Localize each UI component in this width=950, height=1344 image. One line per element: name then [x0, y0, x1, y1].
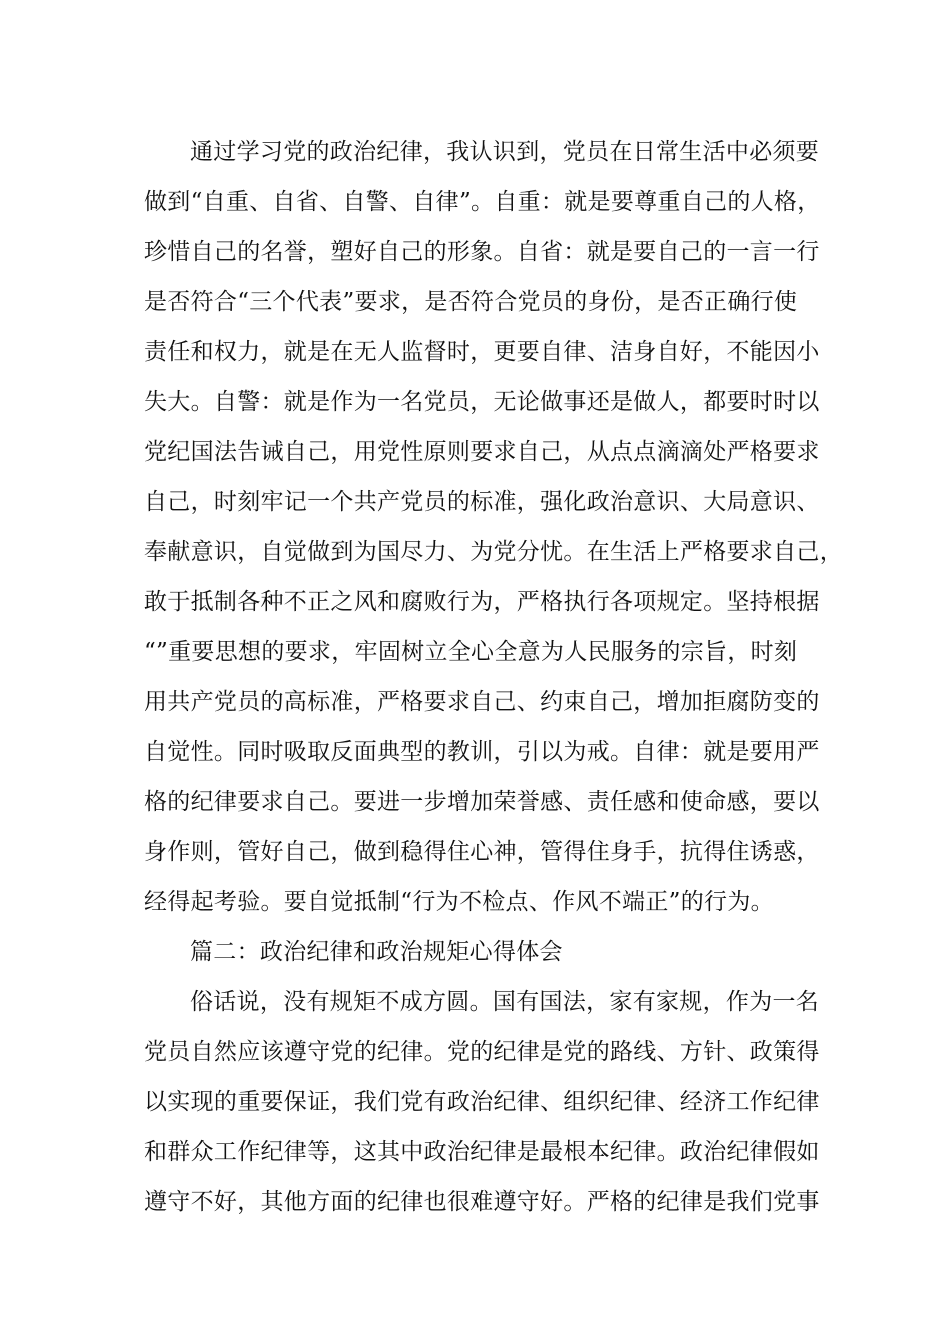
paragraph-1-line-4: 是否符合“三个代表”要求，是否符合党员的身份，是否正确行使	[144, 289, 798, 315]
paragraph-1-line-11: “”重要思想的要求，牢固树立全心全意为人民服务的宗旨，时刻	[144, 639, 798, 665]
paragraph-2-line-2: 党员自然应该遵守党的纪律。党的纪律是党的路线、方针、政策得	[144, 1039, 820, 1065]
paragraph-2-line-4: 和群众工作纪律等，这其中政治纪律是最根本纪律。政治纪律假如	[144, 1139, 820, 1165]
paragraph-1-line-8: 自己，时刻牢记一个共产党员的标准，强化政治意识、大局意识、	[144, 489, 820, 515]
paragraph-2-line-3: 以实现的重要保证，我们党有政治纪律、组织纪律、经济工作纪律	[144, 1089, 820, 1115]
paragraph-1-line-9: 奉献意识，自觉做到为国尽力、为党分忧。在生活上严格要求自己，	[144, 539, 843, 565]
paragraph-1-line-3: 珍惜自己的名誉，塑好自己的形象。自省：就是要自己的一言一行	[144, 239, 820, 265]
paragraph-1-line-14: 格的纪律要求自己。要进一步增加荣誉感、责任感和使命感，要以	[144, 789, 820, 815]
paragraph-1-line-5: 责任和权力，就是在无人监督时，更要自律、洁身自好，不能因小	[144, 339, 820, 365]
paragraph-1-line-7: 党纪国法告诫自己，用党性原则要求自己，从点点滴滴处严格要求	[144, 439, 820, 465]
paragraph-1-line-2: 做到“自重、自省、自警、自律”。自重：就是要尊重自己的人格，	[144, 189, 821, 215]
paragraph-2-line-5: 遵守不好，其他方面的纪律也很难遵守好。严格的纪律是我们党事	[144, 1189, 820, 1215]
paragraph-1-line-1: 通过学习党的政治纪律，我认识到，党员在日常生活中必须要	[190, 139, 820, 165]
paragraph-1-line-6: 失大。自警：就是作为一名党员，无论做事还是做人，都要时时以	[144, 389, 820, 415]
paragraph-1-line-16: 经得起考验。要自觉抵制“行为不检点、作风不端正”的行为。	[144, 889, 774, 915]
paragraph-1-line-10: 敢于抵制各种不正之风和腐败行为，严格执行各项规定。坚持根据	[144, 589, 820, 615]
paragraph-1-line-15: 身作则，管好自己，做到稳得住心神，管得住身手，抗得住诱惑，	[144, 839, 820, 865]
section-heading: 篇二：政治纪律和政治规矩心得体会	[190, 939, 563, 965]
paragraph-1-line-13: 自觉性。同时吸取反面典型的教训，引以为戒。自律：就是要用严	[144, 739, 820, 765]
paragraph-2-line-1: 俗话说，没有规矩不成方圆。国有国法，家有家规，作为一名	[190, 989, 820, 1015]
paragraph-1-line-12: 用共产党员的高标准，严格要求自己、约束自己，增加拒腐防变的	[144, 689, 820, 715]
